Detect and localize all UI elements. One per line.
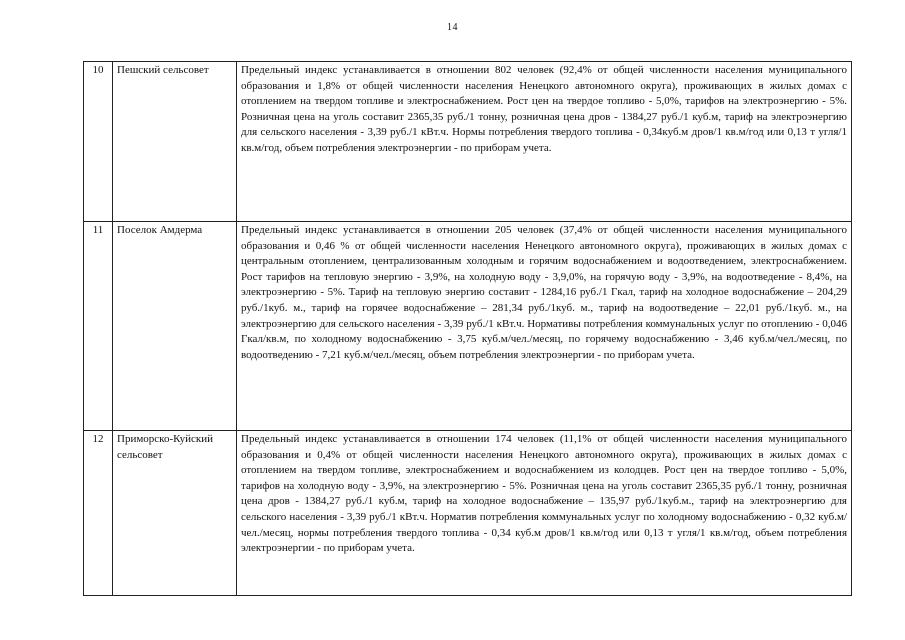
- row-description: Предельный индекс устанавливается в отношении 174 человек (11,1% от общей численности населения муниципального образования и 0,4% от общей численности населения Ненецкого автономного округа), проживающих в жилых домах с отоплением на твердом топливе, электроснабжением и водоснабжением из колодцев. Рост цен на твердое топливо - 5,0%, тарифов на холодную воду - 3,9%, на электроэнергию - 5%. Розничная цена на уголь составит 2365,35 руб./1 тонну, розничная цена дров - 1384,27 руб./1 куб.м, тариф на холодное водоснабжение – 135,97 руб./1куб.м., тариф на электроэнергию для сельского населения - 3,39 руб./1 кВт.ч. Норматив потребления коммунальных услуг по холодному водоснабжению - 0,32 куб.м/чел./месяц, нормы потребления твердого топлива - 0,34 куб.м дров/1 кв.м/год или 0,13 т угля/1 кв.м/год, объем потребления электроэнергии - по приборам учета.: [237, 431, 852, 596]
- page-number: 14: [447, 22, 458, 33]
- row-description: Предельный индекс устанавливается в отношении 802 человек (92,4% от общей численности населения муниципального образования и 1,8% от общей численности населения Ненецкого автономного округа), проживающих в жилых домах с отоплением на твердом топливе и электроснабжением. Рост цен на твердое топливо - 5,0%, тарифов на электроэнергию - 5%. Розничная цена на уголь составит 2365,35 руб./1 тонну, розничная цена дров - 1384,27 руб./1 куб.м, тариф на электроэнергию для сельского населения - 3,39 руб./1 кВт.ч. Нормы потребления твердого топлива - 0,34куб.м дров/1 кв.м/год или 0,13 т угля/1 кв.м/год, объем потребления электроэнергии - по приборам учета.: [237, 62, 852, 222]
- municipality-name: Поселок Амдерма: [113, 222, 237, 431]
- tariff-index-table: [83, 61, 852, 596]
- row-description: Предельный индекс устанавливается в отношении 205 человек (37,4% от общей численности населения муниципального образования и 0,46 % от общей численности населения Ненецкого автономного округа), проживающих в жилых домах с центральным отоплением, централизованным холодным и горячим водоснабжением и водоотведением, электроснабжением. Рост тарифов на тепловую энергию - 3,9%, на холодную воду - 3,9,0%, на горячую воду - 3,9%, на водоотведение - 8,4%, на электроэнергию - 5%. Тариф на тепловую энергию составит - 1284,16 руб./1 Гкал, тариф на холодное водоснабжение – 204,29 руб./1куб. м., тариф на горячее водоснабжение – 281,34 руб./1куб. м., тариф на водоотведение – 22,01 руб./1куб. м., на электроэнергию для сельского населения - 3,39 руб./1 кВт.ч. Нормативы потребления коммунальных услуг по отоплению - 0,046 Гкал/кв.м, по холодному водоснабжению - 3,75 куб.м/чел./месяц, по горячему водоснабжению - 3,46 куб.м/чел./месяц, по водоотведению - 7,21 куб.м/чел./месяц, объем потребления электроэнергии - по приборам учета.: [237, 222, 852, 431]
- municipality-name: Приморско-Куйский сельсовет: [113, 431, 237, 596]
- row-number: 10: [84, 62, 113, 222]
- table-row: [84, 62, 852, 222]
- row-number: 12: [84, 431, 113, 596]
- table-row: [84, 222, 852, 431]
- table-row: [84, 431, 852, 596]
- municipality-name: Пешский сельсовет: [113, 62, 237, 222]
- row-number: 11: [84, 222, 113, 431]
